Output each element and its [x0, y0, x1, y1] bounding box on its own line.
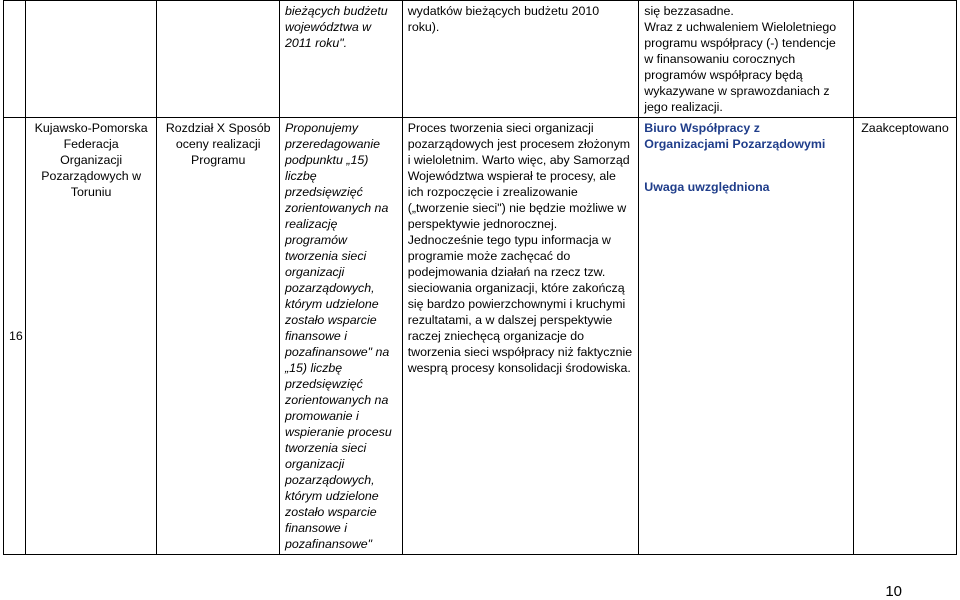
status: Zaakceptowano: [853, 118, 956, 555]
proposal-text: Proponujemy przeredagowanie podpunktu „15) liczbę przedsięwzięć zorientowanych na realizację programów tworzenia sieci organizacji pozarządowych, którym udzielone zostało wsparcie finansowe i pozafinansowe" na „15) liczbę przedsięwzięć zorientowanych na promowanie i wspieranie procesu tworzenia sieci organizacji pozarządowych, którym udzielone zostało wsparcie finansowe i pozafinansowe": [280, 118, 403, 555]
section: Rozdział X Sposób oceny realizacji Programu: [157, 118, 280, 555]
consultation-table: [3, 0, 957, 555]
cell-submitter: [25, 1, 156, 118]
office-response: [639, 118, 854, 555]
justification: [402, 118, 639, 555]
cell-section: [157, 1, 280, 118]
office-text-line1: się bezzasadne.: [644, 4, 734, 18]
cell-justification: wydatków bieżących budżetu 2010 roku).: [402, 1, 639, 118]
office-note: Uwaga uwzględniona: [644, 180, 770, 194]
cell-office: [639, 1, 854, 118]
justification-paragraph-2: Jednocześnie tego typu informacja w programie może zachęcać do podejmowania działań na rzecz tzw. sieciowania organizacji, które zakończą się bardzo powierzchownymi i kruchymi rezultatami, a w dalszej perspektywie raczej zniechęcą organizacje do tworzenia sieci współpracy niż faktycznie wesprą procesy konsolidacji środowiska.: [407, 233, 633, 375]
row-number: 16: [4, 118, 26, 555]
justification-paragraph-1: Proces tworzenia sieci organizacji pozarządowych jest procesem złożonym i wieloletnim. Warto więc, aby Samorząd Województwa wspierał te procesy, ale ich rozpoczęcie i zrealizowanie („tworzenie sieci") nie będzie możliwe w perspektywie jednorocznej.: [407, 121, 631, 231]
cell-number: [4, 1, 26, 118]
table-row: [4, 1, 957, 118]
page-number: 10: [885, 583, 902, 600]
office-name: Biuro Współpracy z Organizacjami Pozarządowymi: [644, 121, 826, 151]
cell-status: [853, 1, 956, 118]
submitter: Kujawsko-Pomorska Federacja Organizacji Pozarządowych w Toruniu: [25, 118, 156, 555]
cell-proposal: bieżących budżetu województwa w 2011 roku".: [280, 1, 403, 118]
office-text-rest: Wraz z uchwaleniem Wieloletniego programu współpracy (-) tendencje w finansowaniu corocznych programów współpracy będą wykazywane w sprawozdaniach z jego realizacji.: [644, 20, 837, 114]
table-row: [4, 118, 957, 555]
